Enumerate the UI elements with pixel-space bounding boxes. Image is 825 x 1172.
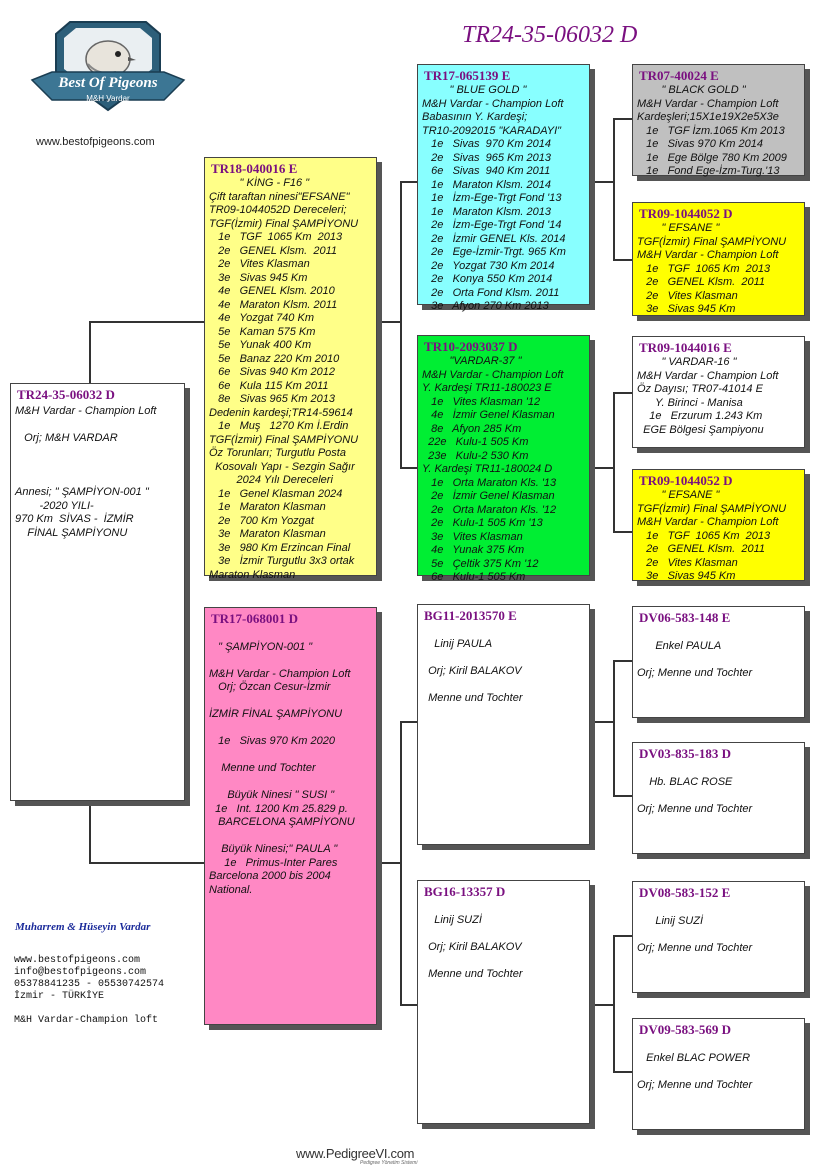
card-body <box>418 84 589 314</box>
card-line: TR10-2092015 "KARADAYI" <box>422 124 562 137</box>
card-line: 2e Orta Fond Klsm. 2011 <box>422 286 560 299</box>
card-line: Barcelona 2000 bis 2004 <box>209 870 331 882</box>
card-line: M&H Vardar - Champion Loft <box>637 369 779 382</box>
card-line: TGF(İzmir) Final ŞAMPİYONU <box>209 433 359 446</box>
card-body <box>633 762 804 816</box>
card-line: 4e Yozgat 740 Km <box>209 312 314 324</box>
card-line <box>633 928 804 942</box>
ring-number: TR17-065139 E <box>424 68 511 83</box>
card-line: 1e Maraton Klasman <box>209 501 326 513</box>
card-line: Y. Kardeşi TR11-180024 D <box>422 463 553 475</box>
card-body <box>633 901 804 955</box>
ring-number: BG16-13357 D <box>424 884 506 899</box>
ring-number: DV09-583-569 D <box>639 1022 732 1037</box>
connector-line <box>400 181 418 183</box>
card-line: 3e Maraton Klasman <box>209 528 326 540</box>
card-line: Enkel BLAC POWER <box>637 1051 751 1064</box>
card-line: TGF(İzmir) Final ŞAMPİYONU <box>637 502 787 515</box>
card-line: İZMİR FİNAL ŞAMPİYONU <box>209 708 343 720</box>
card-line <box>205 654 376 668</box>
card-line: Öz Dayısı; TR07-41014 E <box>637 383 763 395</box>
logo-title: Best Of Pigeons <box>58 75 158 91</box>
card-line: Orj; Menne und Tochter <box>637 666 753 679</box>
card-line: Orj; Kiril BALAKOV <box>422 664 522 677</box>
connector-line <box>613 259 632 261</box>
footer-tagline: Pedigree Yönetim Sistemi <box>360 1160 418 1166</box>
card-line: 1e Int. 1200 Km 25.829 p. <box>209 802 348 815</box>
card-body <box>633 626 804 680</box>
connector-line <box>89 321 205 323</box>
card-line <box>11 419 184 433</box>
page-title: TR24-35-06032 D <box>462 22 638 48</box>
card-line: 2e Vites Klasman <box>637 289 738 302</box>
card-line: Orj; M&H VARDAR <box>15 432 118 444</box>
ring-number: TR09-1044016 E <box>639 340 732 355</box>
card-line: " BLUE GOLD " <box>422 84 527 96</box>
card-line: 3e Vites Klasman <box>422 530 523 543</box>
card-line: Büyük Ninesi;" PAULA " <box>209 843 338 855</box>
connector-line <box>591 1004 614 1006</box>
card-line: 2e Sivas 965 Km 2013 <box>422 151 552 164</box>
card-line: 1e Maraton Klsm. 2013 <box>422 205 552 218</box>
card-line <box>418 678 589 692</box>
owner-city: İzmir - TÜRKİYE <box>14 991 105 1002</box>
card-line: 1e Sivas 970 Km 2020 <box>209 735 335 747</box>
card-line: 1e Genel Klasman 2024 <box>209 487 343 500</box>
great-grandparent-card <box>632 742 805 854</box>
card-body <box>205 177 376 582</box>
card-line <box>205 627 376 641</box>
card-line: " EFSANE " <box>637 222 720 234</box>
connector-line <box>591 181 614 183</box>
card-line <box>11 446 184 460</box>
card-line: Maraton Klasman <box>209 568 296 581</box>
ring-number: TR18-040016 E <box>211 161 298 176</box>
card-line: Öz Torunları; Turgutlu Posta <box>209 447 346 459</box>
card-line: 2e Orta Maraton Kls. '12 <box>422 503 557 516</box>
card-line: 2e İzm-Ege-Trgt Fond '14 <box>422 219 562 231</box>
great-grandparent-card <box>632 469 805 581</box>
grandsire-card <box>417 64 590 312</box>
card-line: 5e Çeltik 375 Km '12 <box>422 557 539 570</box>
card-line: 6e Kulu-1 505 Km <box>422 571 526 583</box>
card-line: 2e Vites Klasman <box>209 258 310 270</box>
card-line: 2024 Yılı Dereceleri <box>209 474 333 486</box>
card-line <box>418 624 589 638</box>
card-body <box>11 403 184 540</box>
card-line <box>633 1038 804 1052</box>
ring-number: TR17-068001 D <box>211 611 299 626</box>
card-line: 2e Konya 550 Km 2014 <box>422 273 553 285</box>
card-line <box>11 459 184 473</box>
ring-number: TR24-35-06032 D <box>17 387 115 402</box>
connector-line <box>613 118 615 260</box>
card-line: National. <box>209 883 253 896</box>
connector-line <box>400 467 418 469</box>
ring-number: TR07-40024 E <box>639 68 719 83</box>
card-line: M&H Vardar - Champion Loft <box>637 97 779 110</box>
great-grandparent-card <box>632 1018 805 1130</box>
card-line: Linij SUZİ <box>637 914 704 927</box>
card-line: 8e Afyon 285 Km <box>422 422 522 435</box>
connector-line <box>400 1004 418 1006</box>
card-line: 3e İzmir Turgutlu 3x3 ortak <box>209 555 355 567</box>
connector-line <box>89 862 205 864</box>
connector-line <box>89 800 91 863</box>
card-line: Dedenin kardeşi;TR14-59614 <box>209 406 353 419</box>
card-line: FİNAL ŞAMPİYONU <box>15 526 128 539</box>
card-body <box>418 900 589 981</box>
card-body <box>633 1038 804 1092</box>
card-line: 3e Sivas 945 Km <box>209 271 308 284</box>
connector-line <box>613 660 632 662</box>
card-line <box>418 927 589 941</box>
owner-name: Muharrem & Hüseyin Vardar <box>15 921 151 933</box>
card-body <box>633 84 804 179</box>
card-line: 1e Maraton Klsm. 2014 <box>422 178 552 191</box>
granddam-card <box>417 880 590 1124</box>
connector-line <box>591 721 614 723</box>
card-line: Linij SUZİ <box>422 913 482 926</box>
card-line: TR09-1044052D Dereceleri; <box>209 204 347 216</box>
card-line: 1e TGF 1065 Km 2013 <box>209 231 343 243</box>
connector-line <box>613 531 632 533</box>
connector-line <box>400 181 402 468</box>
sire-card <box>204 157 377 581</box>
card-line: 1e TGF 1065 Km 2013 <box>637 262 771 275</box>
ring-number: TR09-1044052 D <box>639 206 733 221</box>
great-grandparent-card <box>632 881 805 993</box>
card-body <box>418 624 589 705</box>
logo <box>28 14 188 148</box>
card-line: Orj; Menne und Tochter <box>637 1078 753 1091</box>
card-line <box>418 900 589 914</box>
card-line: 3e Afyon 270 Km 2013 <box>422 300 549 312</box>
card-line: 6e Sivas 940 Km 2012 <box>209 366 335 378</box>
card-line: 2e İzmir Genel Klasman <box>422 490 555 502</box>
card-line: M&H Vardar - Champion Loft <box>637 249 779 261</box>
card-line: " BLACK GOLD " <box>637 84 746 96</box>
card-body <box>633 489 804 584</box>
ring-number: DV03-835-183 D <box>639 746 732 761</box>
card-line: 1e Ege Bölge 780 Km 2009 <box>637 151 787 164</box>
card-line: 1e Orta Maraton Kls. '13 <box>422 476 557 489</box>
card-line: 3e 980 Km Erzincan Final <box>209 541 351 554</box>
card-line: 1e Muş 1270 Km İ.Erdin <box>209 420 349 432</box>
card-line: M&H Vardar - Champion Loft <box>15 405 157 417</box>
connector-line <box>613 118 632 120</box>
card-line: Orj; Özcan Cesur-İzmir <box>209 681 331 693</box>
connector-line <box>591 467 614 469</box>
card-line: Enkel PAULA <box>637 639 722 652</box>
card-line <box>633 653 804 667</box>
card-line: 2e 700 Km Yozgat <box>209 514 314 527</box>
card-line: TGF(İzmir) Final ŞAMPİYONU <box>209 217 359 230</box>
card-line: -2020 YILI- <box>15 499 94 512</box>
ring-number: TR10-2093037 D <box>424 339 518 354</box>
card-line: 1e TGF İzm.1065 Km 2013 <box>637 124 785 137</box>
card-line: " EFSANE " <box>637 489 720 501</box>
card-line: Çift taraftan ninesi"EFSANE" <box>209 190 350 203</box>
owner-website[interactable]: www.bestofpigeons.com <box>14 955 141 966</box>
card-line: M&H Vardar - Champion Loft <box>422 368 564 381</box>
card-line: 4e İzmir Genel Klasman <box>422 409 555 421</box>
connector-line <box>400 721 402 1005</box>
connector-line <box>613 392 615 532</box>
card-line: 22e Kulu-1 505 Km <box>422 436 529 448</box>
card-line: Annesi; " ŞAMPİYON-001 " <box>15 486 149 498</box>
connector-line <box>377 321 401 323</box>
connector-line <box>613 1071 632 1073</box>
card-line: 1e Sivas 970 Km 2014 <box>637 138 763 150</box>
card-line <box>205 749 376 763</box>
card-line: 2e GENEL Klsm. 2011 <box>637 276 765 288</box>
connector-line <box>613 935 615 1072</box>
card-line: EGE Bölgesi Şampiyonu <box>637 423 764 436</box>
ring-number: DV06-583-148 E <box>639 610 731 625</box>
card-line: " VARDAR-16 " <box>637 356 737 368</box>
card-line: TGF(İzmir) Final ŞAMPİYONU <box>637 235 787 248</box>
card-line: 5e Banaz 220 Km 2010 <box>209 352 340 365</box>
card-body <box>418 355 589 585</box>
card-line: 2e GENEL Klsm. 2011 <box>637 543 765 555</box>
card-line <box>633 626 804 640</box>
card-line <box>633 901 804 915</box>
connector-line <box>613 795 632 797</box>
connector-line <box>400 721 418 723</box>
ring-number: DV08-583-152 E <box>639 885 731 900</box>
logo-subtitle: M&H Vardar <box>86 94 130 103</box>
card-line: Kardeşleri;15X1e19X2e5X3e <box>637 111 779 123</box>
ring-number: TR09-1044052 D <box>639 473 733 488</box>
card-line: Orj; Kiril BALAKOV <box>422 940 522 953</box>
card-line: 1e İzm-Ege-Trgt Fond '13 <box>422 192 562 204</box>
owner-email[interactable]: info@bestofpigeons.com <box>14 967 147 978</box>
card-line: " KİNG - F16 " <box>209 177 310 189</box>
card-line <box>205 776 376 790</box>
card-line: Menne und Tochter <box>422 691 523 704</box>
card-body <box>205 627 376 897</box>
card-line: BARCELONA ŞAMPİYONU <box>209 816 355 828</box>
card-body <box>633 356 804 437</box>
card-line: 1e Erzurum 1.243 Km <box>637 410 763 422</box>
logo-badge-icon <box>28 14 188 119</box>
card-line: 1e Sivas 970 Km 2014 <box>422 138 552 150</box>
card-line: 5e Yunak 400 Km <box>209 339 312 351</box>
card-line: 2e Kulu-1 505 Km '13 <box>422 517 543 529</box>
card-line: 2e İzmir GENEL Kls. 2014 <box>422 232 566 245</box>
card-line <box>633 789 804 803</box>
granddam-card <box>417 335 590 583</box>
card-line: 1e TGF 1065 Km 2013 <box>637 529 771 542</box>
card-line: Hb. BLAC ROSE <box>637 775 733 788</box>
card-line: 3e Sivas 945 Km <box>637 570 736 582</box>
connector-line <box>613 660 615 796</box>
card-line: Orj; Menne und Tochter <box>637 802 753 815</box>
card-line <box>633 762 804 776</box>
card-line: Y. Birinci - Manisa <box>637 396 743 409</box>
footer-brand[interactable]: www.PedigreeVI.com <box>296 1146 415 1161</box>
card-line: 3e Sivas 945 Km <box>637 303 736 315</box>
card-line: 4e GENEL Klsm. 2010 <box>209 285 335 297</box>
card-line: Y. Kardeşi TR11-180023 E <box>422 382 552 394</box>
card-line: 23e Kulu-2 530 Km <box>422 449 529 462</box>
card-line <box>633 1065 804 1079</box>
card-line <box>11 473 184 487</box>
card-line: 5e Kaman 575 Km <box>209 325 316 338</box>
great-grandparent-card <box>632 606 805 718</box>
card-line <box>418 954 589 968</box>
dam-card <box>204 607 377 1025</box>
card-line: M&H Vardar - Champion Loft <box>637 516 779 528</box>
great-grandparent-card <box>632 336 805 448</box>
connector-line <box>377 862 401 864</box>
owner-loft: M&H Vardar-Champion loft <box>14 1015 159 1026</box>
card-line <box>205 695 376 709</box>
card-line: " ŞAMPİYON-001 " <box>209 640 313 653</box>
great-grandparent-card <box>632 202 805 316</box>
card-line: M&H Vardar - Champion Loft <box>209 667 351 680</box>
card-line: 4e Yunak 375 Km <box>422 544 525 556</box>
card-line <box>205 722 376 736</box>
connector-line <box>613 935 632 937</box>
card-line: 970 Km SİVAS - İZMİR <box>15 513 134 525</box>
card-line: Menne und Tochter <box>209 762 316 774</box>
card-line <box>418 651 589 665</box>
connector-line <box>613 392 632 394</box>
card-line: Büyük Ninesi " SUSI " <box>209 789 335 801</box>
owner-phones: 05378841235 - 05530742574 <box>14 979 165 990</box>
card-line: Babasının Y. Kardeşi; <box>422 111 528 123</box>
card-line: 1e Fond Ege-İzm-Turg.'13 <box>637 165 780 177</box>
ring-number: BG11-2013570 E <box>424 608 517 623</box>
connector-line <box>89 321 91 383</box>
card-line: 8e Sivas 965 Km 2013 <box>209 393 335 405</box>
card-line <box>205 830 376 844</box>
great-grandparent-card <box>632 64 805 176</box>
card-line: 2e Ege-İzmir-Trgt. 965 Km <box>422 246 566 258</box>
card-line: Menne und Tochter <box>422 967 523 980</box>
logo-url[interactable]: www.bestofpigeons.com <box>36 136 155 148</box>
card-line: 4e Maraton Klsm. 2011 <box>209 298 338 311</box>
card-body <box>633 222 804 317</box>
card-line: Linij PAULA <box>422 637 493 650</box>
card-line: "VARDAR-37 " <box>422 355 522 367</box>
card-line: Kosovalı Yapı - Sezgin Sağır <box>209 460 355 473</box>
card-line: 1e Primus-Inter Pares <box>209 856 338 869</box>
card-line: 2e Vites Klasman <box>637 556 738 569</box>
card-line: Orj; Menne und Tochter <box>637 941 753 954</box>
card-line: 2e Yozgat 730 Km 2014 <box>422 259 555 272</box>
card-line: 1e Vites Klasman '12 <box>422 395 541 408</box>
grandsire-card <box>417 604 590 845</box>
subject-card <box>10 383 185 801</box>
card-line: 6e Kula 115 Km 2011 <box>209 379 329 392</box>
card-line: 2e GENEL Klsm. 2011 <box>209 244 337 257</box>
card-line: 6e Sivas 940 Km 2011 <box>422 165 551 177</box>
card-line: M&H Vardar - Champion Loft <box>422 97 564 110</box>
